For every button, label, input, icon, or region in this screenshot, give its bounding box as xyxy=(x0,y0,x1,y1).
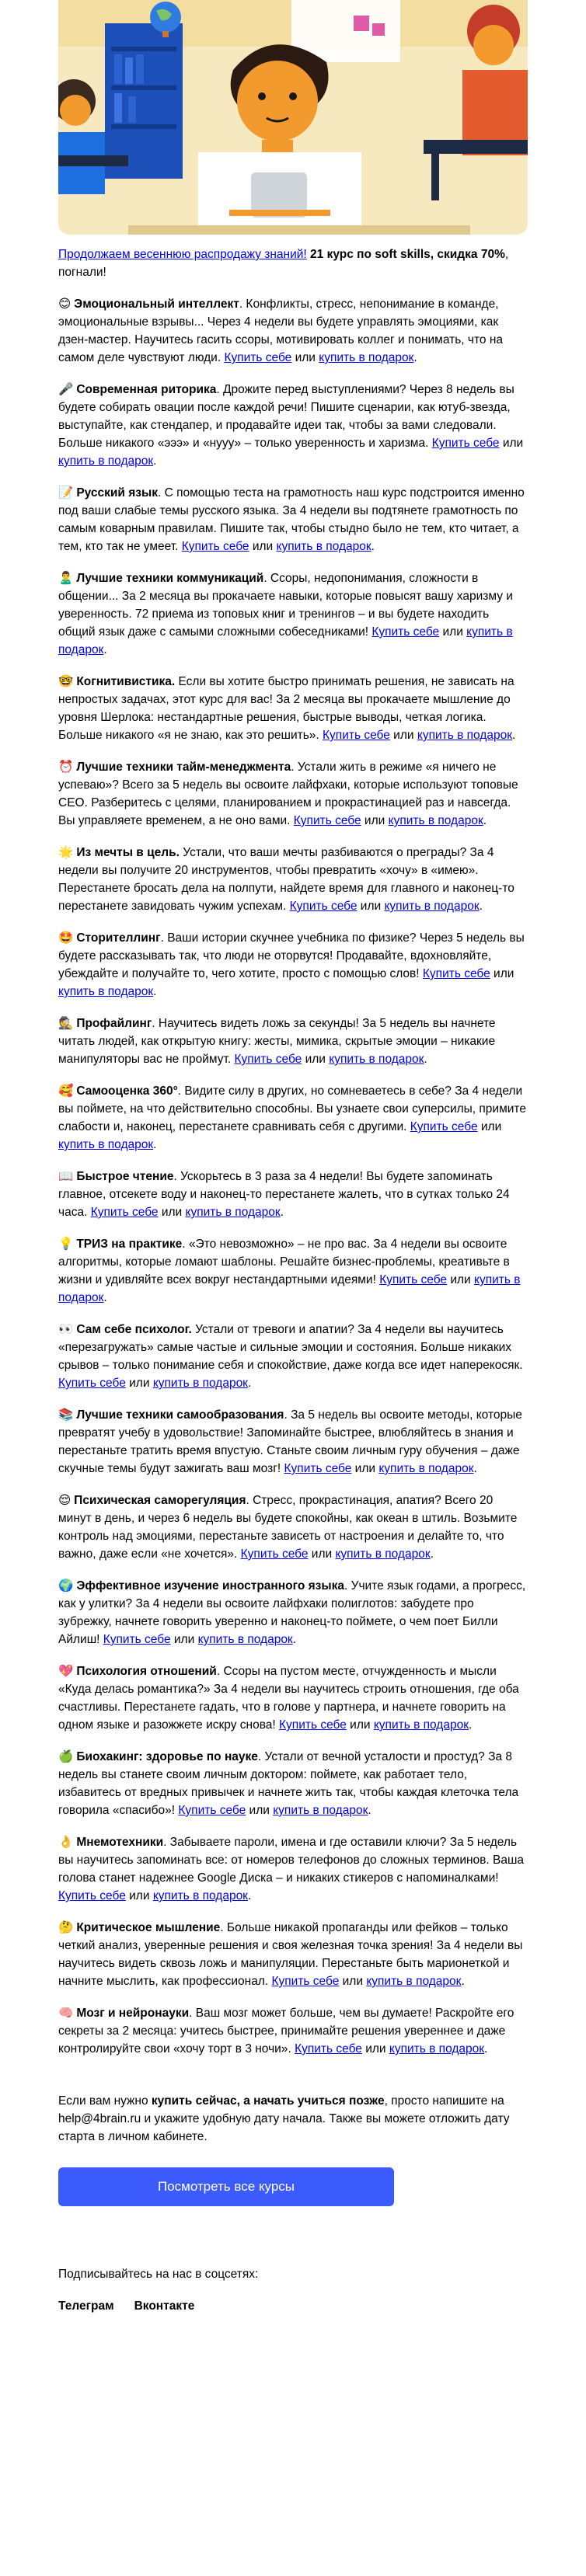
course-emoji-icon: ⏰ xyxy=(58,760,74,774)
or-separator: или xyxy=(499,437,524,450)
course-item xyxy=(58,1577,528,1648)
course-description: . Конфликты, стресс, непонимание в команде, эмоциональные взрывы... Через 4 недели вы будете управлять эмоциями, как дзен-мастер. Научитесь гасить ссоры, мотивировать коллег и понимать, что на самом деле чувствуют люди. xyxy=(58,298,503,364)
or-separator: или xyxy=(125,1889,153,1902)
buy-for-self-link[interactable]: Купить себе xyxy=(379,1273,448,1286)
period: . xyxy=(413,351,417,364)
course-description: . Стресс, прокрастинация, апатия? Всего 20 минут в день, и через 6 недель вы будете спокойны, как океан в штиль. Возьмите контроль над эмоциями, перестаньте зависеть от настроения и делайте то, что важно, даже если «не хочется». xyxy=(58,1494,518,1561)
course-emoji-icon: 🤓 xyxy=(58,674,74,688)
buy-as-gift-link[interactable]: купить в подарок xyxy=(373,1718,469,1732)
course-item xyxy=(58,844,528,915)
period: . xyxy=(368,1804,371,1817)
course-title: Современная риторика xyxy=(76,383,217,396)
course-item xyxy=(58,295,528,367)
or-separator: или xyxy=(170,1633,198,1646)
period: . xyxy=(424,1053,427,1066)
period: . xyxy=(483,814,487,827)
buy-for-self-link[interactable]: Купить себе xyxy=(279,1718,347,1732)
buy-for-self-link[interactable]: Купить себе xyxy=(284,1462,352,1475)
social-link-telegram[interactable]: Телеграм xyxy=(58,2299,114,2313)
email-body xyxy=(58,0,528,2315)
outro-post: , просто напишите на help@4brain.ru и укажите удобную дату начала. Также вы можете отложить дату старта в личном кабинете. xyxy=(58,2094,510,2143)
course-item xyxy=(58,1492,528,1563)
hero-illustration xyxy=(58,0,528,235)
course-emoji-icon: 💡 xyxy=(58,1237,74,1251)
course-emoji-icon: 🕵️ xyxy=(58,1016,74,1030)
course-description: . Ускорьтесь в 3 раза за 4 недели! Вы будете запоминать главное, отсекете воду и наконец-то перестанете жалеть, что в сутках только 24 часа. xyxy=(58,1170,510,1219)
course-description: . Устали жить в режиме «я ничего не успеваю»? Всего за 5 недель вы освоите лайфхаки, которые используют топовые CEO. Разберитесь с целями, планированием и прокрастинацией раз и навсегда. Вы управляете временем, а не оно вами. xyxy=(58,761,518,827)
buy-as-gift-link[interactable]: купить в подарок xyxy=(389,2042,485,2056)
period: . xyxy=(153,1138,157,1151)
course-title: Мнемотехники xyxy=(76,1836,164,1849)
outro-bold: купить сейчас, а начать учиться позже xyxy=(151,2094,385,2108)
subscribe-text: Подписывайтесь на нас в соцсетях: xyxy=(58,2268,259,2281)
buy-as-gift-link[interactable]: купить в подарок xyxy=(417,729,512,742)
buy-for-self-link[interactable]: Купить себе xyxy=(431,437,500,450)
buy-for-self-link[interactable]: Купить себе xyxy=(271,1975,340,1988)
course-description: . Научитесь видеть ложь за секунды! За 5 недель вы начнете читать людей, как открытую книгу: жесты, мимика, скрытые эмоции – никакие манипуляторы вас не проймут. xyxy=(58,1017,496,1066)
course-list xyxy=(58,295,528,2058)
or-separator: или xyxy=(361,2042,389,2056)
course-emoji-icon: 😌 xyxy=(58,1493,72,1507)
course-item xyxy=(58,1015,528,1068)
period: . xyxy=(468,1718,473,1732)
course-item xyxy=(58,929,528,1001)
or-separator: или xyxy=(439,625,467,639)
course-emoji-icon: 🧠 xyxy=(58,2006,74,2020)
course-item xyxy=(58,1235,528,1307)
course-item xyxy=(58,484,528,555)
course-title: ТРИЗ на практике xyxy=(76,1238,183,1251)
course-emoji-icon: 📚 xyxy=(58,1408,74,1422)
buy-as-gift-link[interactable]: купить в подарок xyxy=(152,1377,248,1390)
buy-as-gift-link[interactable]: купить в подарок xyxy=(185,1206,281,1219)
course-description: . Видите силу в других, но сомневаетесь в себе? За 4 недели вы поймете, на что действительно способны. Вы узнаете свои суперсилы, примите слабости и, наконец, перестанете сравнивать себя с другими. xyxy=(58,1084,526,1133)
period: . xyxy=(371,540,375,553)
buy-for-self-link[interactable]: Купить себе xyxy=(58,1377,126,1390)
course-item xyxy=(58,1082,528,1154)
period: . xyxy=(103,1291,107,1304)
course-title: Быстрое чтение xyxy=(76,1170,174,1183)
course-title: Эмоциональный интеллект xyxy=(74,298,239,311)
buy-as-gift-link[interactable]: купить в подарок xyxy=(152,1889,248,1902)
course-description: . Ссоры на пустом месте, отчужденность и мысли «Куда делась романтика?» За 4 недели вы научитесь строить отношения, где оба счастливы. Перестанете гадать, что в голове у партнера, и начнете говорить на одном языке и разожжете искру снова! xyxy=(58,1665,519,1732)
buy-for-self-link[interactable]: Купить себе xyxy=(323,729,390,742)
course-description: . «Это невозможно» – не про вас. За 4 недели вы освоите алгоритмы, которые ломают шаблоны. Решайте бизнес-проблемы, креативьте в жизни и удивляйте всех вокруг нестандартными идеями! xyxy=(58,1238,510,1286)
course-title: Самооценка 360° xyxy=(76,1084,178,1098)
buy-as-gift-link[interactable]: купить в подарок xyxy=(384,900,480,913)
course-item xyxy=(58,2004,528,2058)
intro-tail: , погнали! xyxy=(58,248,509,279)
period: . xyxy=(430,1547,434,1561)
course-emoji-icon: 🎤 xyxy=(58,382,74,396)
course-emoji-icon: 🍏 xyxy=(58,1749,74,1763)
course-title: Лучшие техники самообразования xyxy=(76,1408,284,1422)
or-separator: или xyxy=(339,1975,367,1988)
or-separator: или xyxy=(346,1718,374,1732)
buy-as-gift-link[interactable]: купить в подарок xyxy=(319,351,414,364)
buy-as-gift-link[interactable]: купить в подарок xyxy=(58,454,154,468)
buy-as-gift-link[interactable]: купить в подарок xyxy=(273,1804,368,1817)
buy-as-gift-link[interactable]: купить в подарок xyxy=(276,540,371,553)
or-separator: или xyxy=(447,1273,475,1286)
period: . xyxy=(103,643,107,656)
course-emoji-icon: 🤩 xyxy=(58,931,74,945)
course-description: Устали, что ваши мечты разбиваются о преграды? За 4 недели вы получите 20 инструментов, чтобы превратить «хочу» в «имею». Перестанете бросать дела на полпути, найдете время для главного и наконец-то перестанете завидовать чужим успехам. xyxy=(58,846,514,913)
buy-as-gift-link[interactable]: купить в подарок xyxy=(197,1633,293,1646)
buy-for-self-link[interactable]: Купить себе xyxy=(224,351,292,364)
period: . xyxy=(247,1889,252,1902)
period: . xyxy=(512,729,516,742)
buy-as-gift-link[interactable]: купить в подарок xyxy=(58,1273,521,1304)
or-separator: или xyxy=(477,1120,502,1133)
view-all-courses-button[interactable]: Посмотреть все курсы xyxy=(58,2167,394,2206)
course-item xyxy=(58,1321,528,1392)
or-separator: или xyxy=(351,1462,379,1475)
buy-for-self-link[interactable]: Купить себе xyxy=(90,1206,159,1219)
course-emoji-icon: 📖 xyxy=(58,1169,74,1183)
course-description: . Ваш мозг может больше, чем вы думаете! Раскройте его секреты за 2 месяца: учитесь быстрее, принимайте решения увереннее и даже контролируйте свои «хочу торт в 3 ночи». xyxy=(58,2007,514,2056)
outro-pre: Если вам нужно xyxy=(58,2094,152,2108)
or-separator: или xyxy=(302,1053,330,1066)
course-title: Психология отношений xyxy=(76,1665,217,1678)
course-emoji-icon: 🌟 xyxy=(58,845,74,859)
buy-as-gift-link[interactable]: купить в подарок xyxy=(335,1547,431,1561)
or-separator: или xyxy=(125,1377,153,1390)
period: . xyxy=(280,1206,284,1219)
students-classroom-illustration xyxy=(58,0,528,235)
or-separator: или xyxy=(361,814,389,827)
course-title: Критическое мышление xyxy=(76,1921,221,1934)
or-separator: или xyxy=(249,540,277,553)
course-item xyxy=(58,1662,528,1734)
course-title: Русский язык xyxy=(76,486,158,500)
course-emoji-icon: 🌍 xyxy=(58,1579,74,1593)
buy-as-gift-link[interactable]: купить в подарок xyxy=(366,1975,462,1988)
buy-for-self-link[interactable]: Купить себе xyxy=(181,540,249,553)
outro-paragraph xyxy=(58,2092,528,2146)
intro-paragraph xyxy=(58,245,528,281)
buy-for-self-link[interactable]: Купить себе xyxy=(103,1633,171,1646)
period: . xyxy=(153,454,157,468)
course-description: Если вы хотите быстро принимать решения, не зависать на непростых задачах, этот курс для вас! За 2 месяца вы прокачаете мышление до уровня Шерлока: нестандартные решения, быстрые выводы, четкая логика. Больше никакого «я не знаю, как это решить». xyxy=(58,675,514,742)
course-item xyxy=(58,381,528,470)
period: . xyxy=(461,1975,465,1988)
course-description: . Дрожите перед выступлениями? Через 8 недель вы будете собирать овации после каждой речи! Пишите сценарии, как ютуб-звезда, выступайте, как стендапер, и продавайте идеи так, чтобы за вами следовали. Больше никакого «эээ» и «нууу» – только уверенность и харизма. xyxy=(58,383,514,450)
spring-sale-link[interactable]: Продолжаем весеннюю распродажу знаний! xyxy=(58,248,307,261)
buy-for-self-link[interactable]: Купить себе xyxy=(178,1804,246,1817)
course-item xyxy=(58,1833,528,1905)
buy-as-gift-link[interactable]: купить в подарок xyxy=(58,985,154,998)
course-title: Когнитивистика. xyxy=(76,675,176,688)
course-title: Лучшие техники тайм-менеджмента xyxy=(76,761,291,774)
course-description: . С помощью теста на грамотность наш курс подстроится именно под ваши слабые темы русского языка. За 4 недели вы подтянете грамотность по самым коварным правилам. Пишите так, чтобы стыдно было не тем, кто читает, а тем, кто так не умеет. xyxy=(58,486,525,553)
course-emoji-icon: 👀 xyxy=(58,1322,74,1336)
course-item xyxy=(58,1919,528,1990)
or-separator: или xyxy=(291,351,319,364)
course-title: Психическая саморегуляция xyxy=(74,1494,246,1507)
buy-as-gift-link[interactable]: купить в подарок xyxy=(329,1053,424,1066)
course-description: Устали от тревоги и апатии? За 4 недели вы научитесь «перезагружать» самые частые и сильные эмоции и состояния. Больше никаких срывов – только понимание себя и спокойствие, даже когда все идет наперекосяк. xyxy=(58,1323,523,1372)
social-links xyxy=(58,2297,528,2315)
or-separator: или xyxy=(389,729,417,742)
buy-as-gift-link[interactable]: купить в подарок xyxy=(58,625,513,656)
course-description: . Учите язык годами, а прогресс, как у улитки? За 4 недели вы освоите лайфхаки полиглотов: забудете про зубрежку, начнете говорить уверенно и наконец-то поймете, о чем поет Билли Айлиш! xyxy=(58,1579,526,1646)
or-separator: или xyxy=(158,1206,186,1219)
course-emoji-icon: 🥰 xyxy=(58,1084,74,1098)
period: . xyxy=(484,2042,488,2056)
period: . xyxy=(479,900,483,913)
buy-as-gift-link[interactable]: купить в подарок xyxy=(58,1138,154,1151)
social-link-vk[interactable]: Вконтакте xyxy=(134,2299,195,2313)
period: . xyxy=(292,1633,297,1646)
course-emoji-icon: 👌 xyxy=(58,1835,74,1849)
or-separator: или xyxy=(246,1804,274,1817)
period: . xyxy=(247,1377,252,1390)
or-separator: или xyxy=(357,900,385,913)
course-emoji-icon: 💖 xyxy=(58,1664,74,1678)
period: . xyxy=(153,985,157,998)
course-description: . Ваши истории скучнее учебника по физике? Через 5 недель вы будете рассказывать так, что люди не оторвутся! Продавайте, вдохновляйте, убеждайте и получайте то, чего хотите, просто с помощью слов! xyxy=(58,931,525,980)
course-title: Мозг и нейронауки xyxy=(76,2007,190,2020)
buy-for-self-link[interactable]: Купить себе xyxy=(371,625,440,639)
course-title: Сам себе психолог. xyxy=(76,1323,192,1336)
course-item xyxy=(58,1748,528,1819)
buy-as-gift-link[interactable]: купить в подарок xyxy=(388,814,483,827)
course-emoji-icon: 🙎‍♂️ xyxy=(58,571,74,585)
course-emoji-icon: 😊 xyxy=(58,297,72,311)
course-item xyxy=(58,569,528,659)
buy-for-self-link[interactable]: Купить себе xyxy=(58,1889,126,1902)
course-item xyxy=(58,758,528,830)
buy-for-self-link[interactable]: Купить себе xyxy=(422,967,490,980)
course-description: . Забываете пароли, имена и где оставили ключи? За 5 недель вы научитесь запоминать все: от номеров телефонов до сложных терминов. Ваша голова станет надежнее Google Диска – и никаких стикеров с напоминалками! xyxy=(58,1836,525,1885)
or-separator: или xyxy=(308,1547,336,1561)
buy-for-self-link[interactable]: Купить себе xyxy=(289,900,358,913)
course-description: . Больше никакой пропаганды или фейков – только четкий анализ, уверенные решения и своя железная точка зрения! За 4 недели вы научитесь видеть сквозь ложь и манипуляции. Перестаньте быть марионеткой и начните мыслить, как профессионал. xyxy=(58,1921,523,1988)
period: . xyxy=(473,1462,477,1475)
course-description: . Ссоры, недопонимания, сложности в общении... За 2 месяца вы прокачаете навыки, которые повысят вашу харизму и уверенность. 72 приема из топовых книг и тренингов – и вы будете находить общий язык даже с самыми сложными собеседниками! xyxy=(58,572,513,639)
buy-as-gift-link[interactable]: купить в подарок xyxy=(378,1462,474,1475)
course-emoji-icon: 📝 xyxy=(58,486,74,500)
buy-for-self-link[interactable]: Купить себе xyxy=(234,1053,302,1066)
buy-for-self-link[interactable]: Купить себе xyxy=(295,2042,362,2056)
course-title: Эффективное изучение иностранного языка xyxy=(76,1579,344,1593)
course-item xyxy=(58,1406,528,1478)
course-title: Сторителлинг xyxy=(76,931,161,945)
buy-for-self-link[interactable]: Купить себе xyxy=(240,1547,309,1561)
intro-headline: 21 курс по soft skills, скидка 70% xyxy=(306,248,505,261)
course-item xyxy=(58,1168,528,1221)
course-title: Из мечты в цель. xyxy=(76,846,180,859)
buy-for-self-link[interactable]: Купить себе xyxy=(293,814,361,827)
course-description: . Устали от вечной усталости и простуд? За 8 недель вы станете своим личным доктором: поймете, как работает тело, избавитесь от вредных привычек и начнете жить так, чтобы каждая клеточка тела говорила «спасибо»! xyxy=(58,1750,519,1817)
course-title: Лучшие техники коммуникаций xyxy=(76,572,264,585)
course-emoji-icon: 🤔 xyxy=(58,1920,74,1934)
course-description: . За 5 недель вы освоите методы, которые превратят учебу в удовольствие! Запоминайте быстрее, влюбляйтесь в знания и перестаньте тратить время впустую. Станьте своим личным гуру обучения – даже скучные темы будут зажигать ваш мозг! xyxy=(58,1408,522,1475)
buy-for-self-link[interactable]: Купить себе xyxy=(410,1120,478,1133)
course-item xyxy=(58,673,528,744)
or-separator: или xyxy=(490,967,514,980)
course-title: Профайлинг xyxy=(76,1017,152,1030)
course-title: Биохакинг: здоровье по науке xyxy=(76,1750,258,1763)
